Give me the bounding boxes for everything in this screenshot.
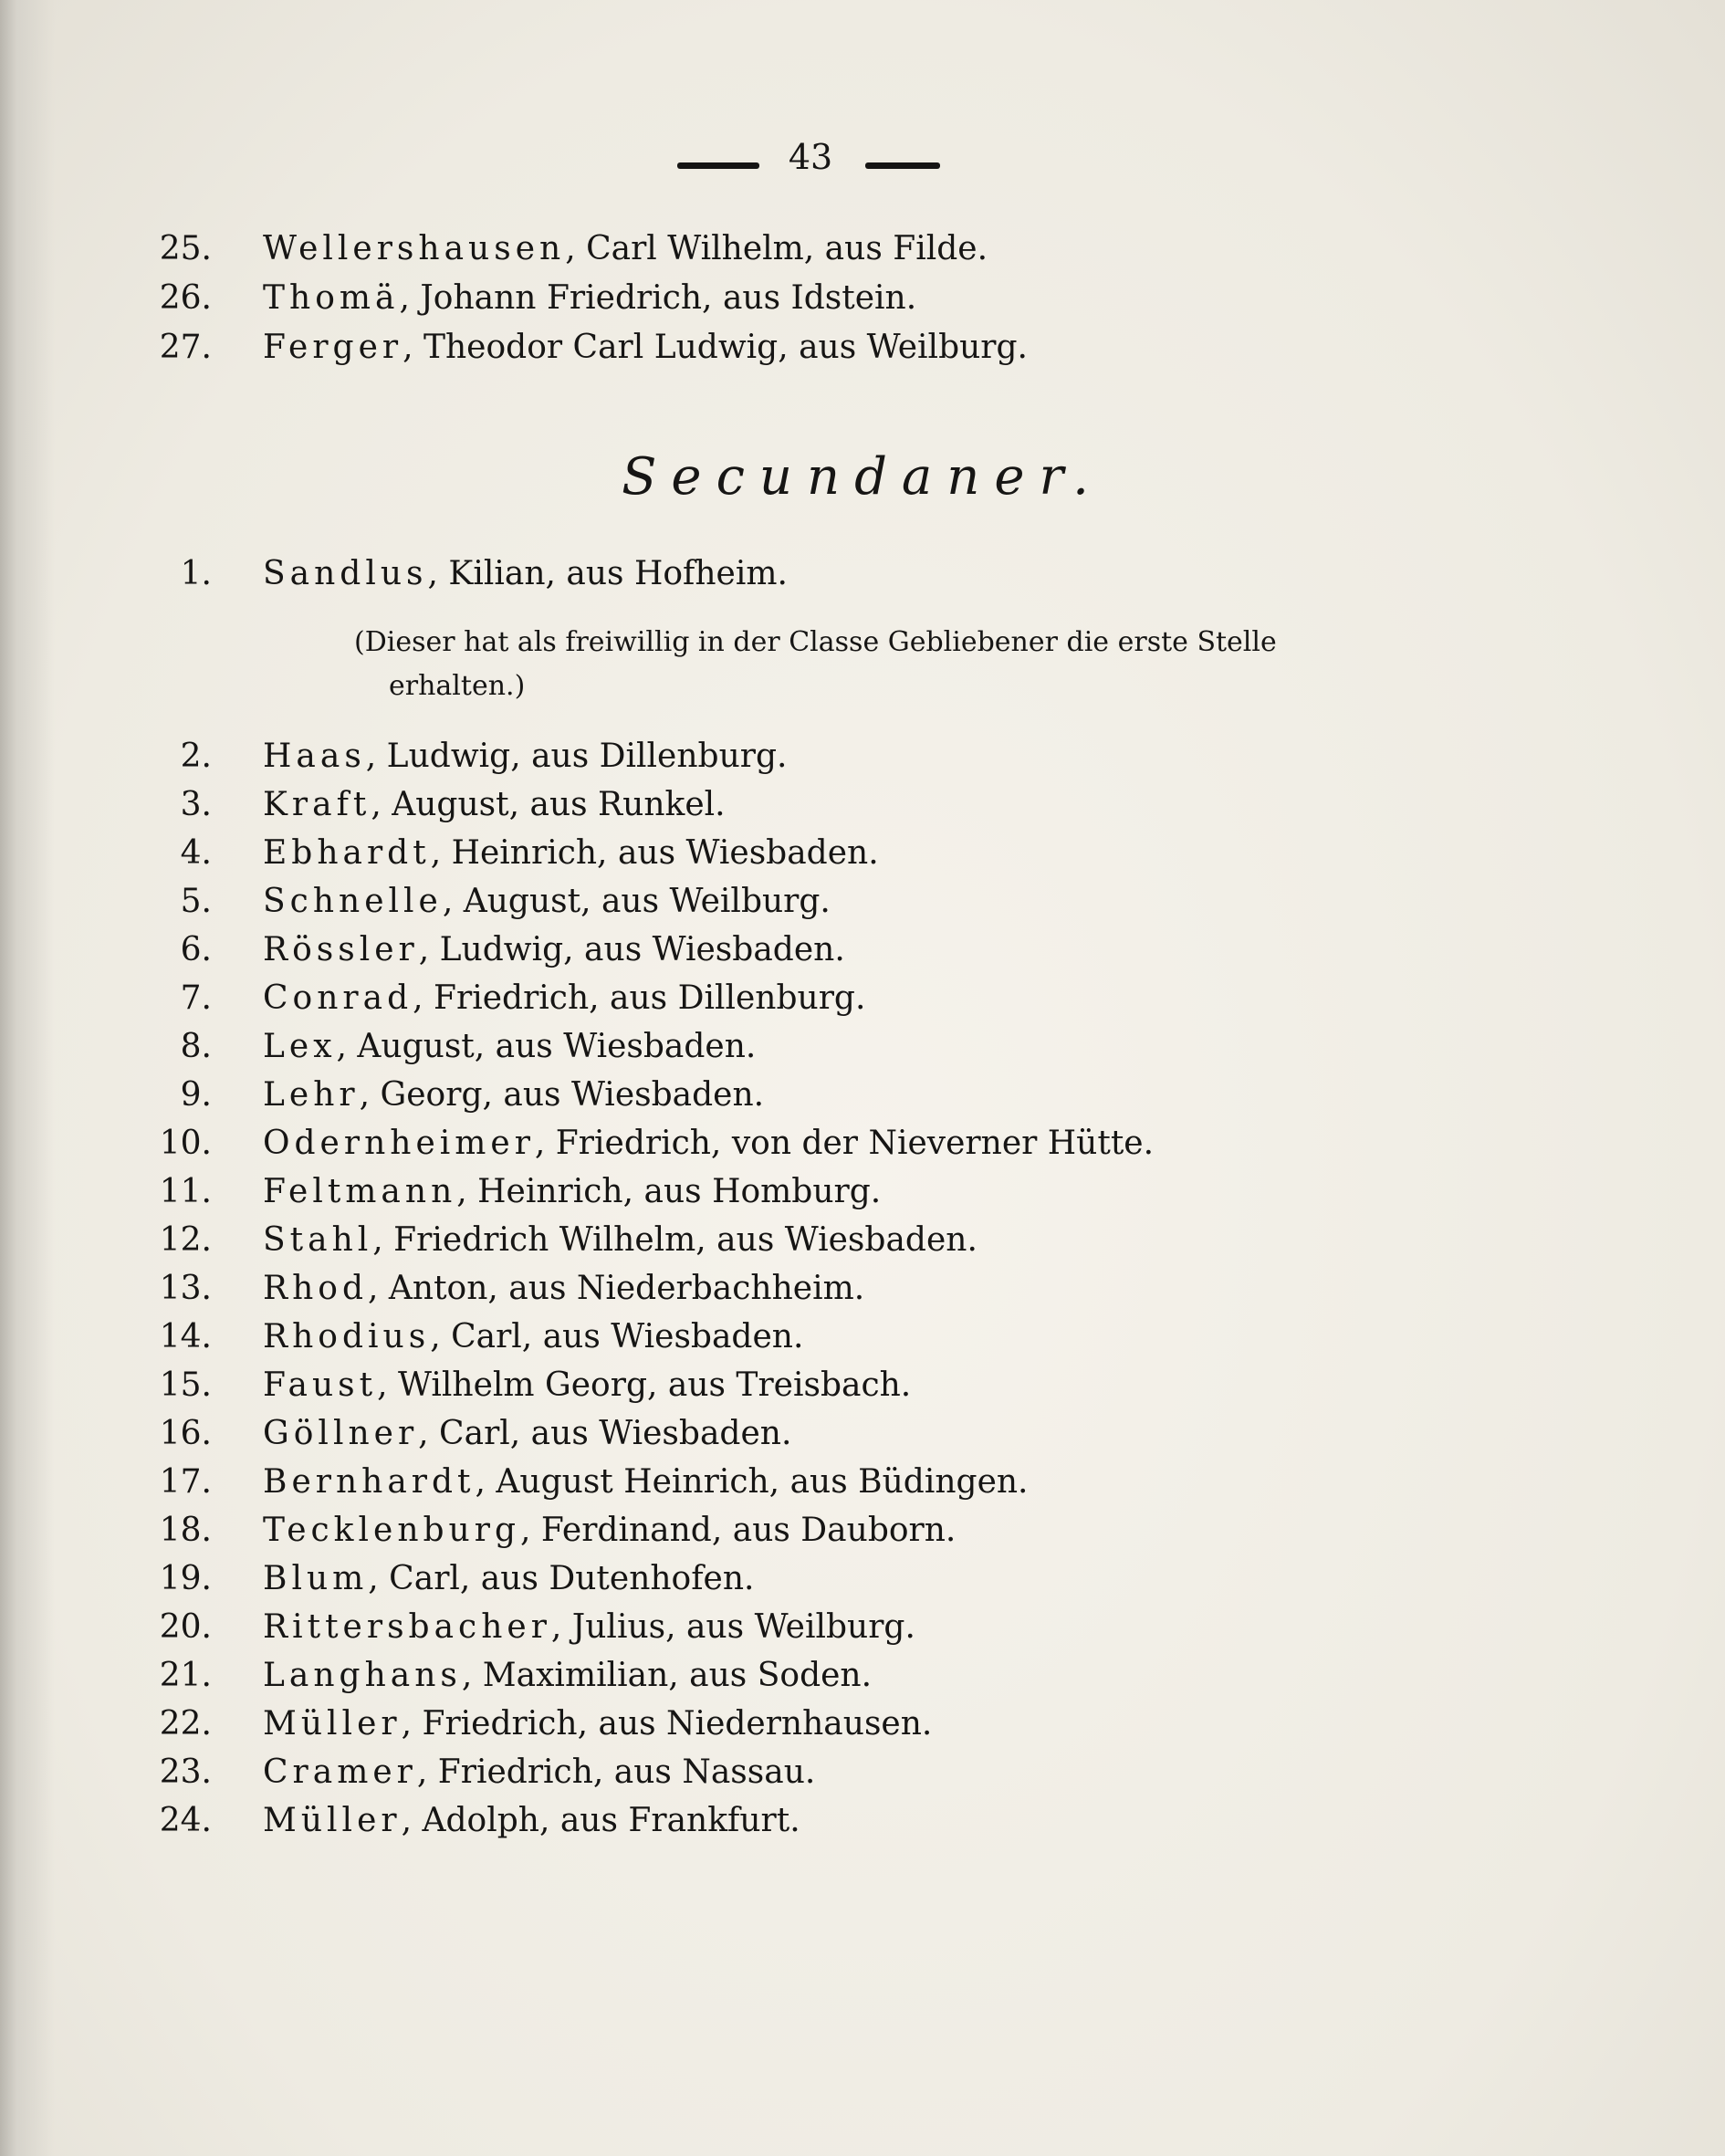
- entry-number: 9.: [180, 1076, 212, 1114]
- entry-number: 5.: [180, 883, 212, 920]
- list-item: [155, 738, 787, 783]
- entry-details: , Anton, aus Niederbachheim.: [368, 1270, 865, 1307]
- binding-shadow: [0, 0, 55, 2156]
- entry-details: , August, aus Weilburg.: [442, 883, 831, 920]
- entry-details: , August Heinrich, aus Büdingen.: [475, 1463, 1029, 1501]
- entry-details: , Friedrich, aus Nassau.: [416, 1753, 816, 1791]
- list-item: [155, 1270, 864, 1315]
- entry-details: , Kilian, aus Hofheim.: [427, 555, 788, 592]
- list-item: [155, 1753, 815, 1799]
- list-item: [155, 1657, 872, 1702]
- entry-number: 7.: [180, 979, 212, 1017]
- entry-surname: Sandlus: [263, 555, 428, 592]
- list-item: [155, 931, 845, 977]
- list-item: [155, 1125, 1154, 1170]
- entry-details: , Friedrich, aus Niedernhausen.: [401, 1705, 933, 1743]
- entry-details: , Heinrich, aus Homburg.: [456, 1173, 882, 1210]
- footnote: [354, 621, 1486, 708]
- list-item: [155, 1512, 956, 1557]
- entry-number: 15.: [159, 1366, 212, 1404]
- entry-details: , Ferdinand, aus Dauborn.: [520, 1512, 957, 1549]
- list-item: [155, 1705, 932, 1751]
- entry-details: , Johann Friedrich, aus Idstein.: [399, 279, 917, 317]
- entry-surname: Bernhardt: [263, 1463, 476, 1501]
- list-item: [155, 1318, 803, 1364]
- entry-details: , Wilhelm Georg, aus Treisbach.: [377, 1366, 912, 1404]
- entry-details: , Friedrich, aus Dillenburg.: [413, 979, 866, 1017]
- entry-details: , Heinrich, aus Wiesbaden.: [430, 834, 879, 872]
- entry-number: 6.: [180, 931, 212, 968]
- entry-details: , Carl Wilhelm, aus Filde.: [565, 230, 988, 267]
- header-rule-left: [677, 162, 759, 169]
- entry-surname: Lehr: [263, 1076, 360, 1114]
- entry-surname: Odernheimer: [263, 1125, 535, 1162]
- list-item: [155, 1608, 915, 1654]
- list-item: [155, 1802, 800, 1847]
- entry-details: , Carl, aus Wiesbaden.: [418, 1415, 792, 1452]
- footnote-line: erhalten.): [389, 670, 526, 702]
- entry-surname: Schnelle: [263, 883, 443, 920]
- list-item: [155, 786, 726, 832]
- list-item: [155, 1463, 1029, 1509]
- entry-details: , Theodor Carl Ludwig, aus Weilburg.: [402, 329, 1028, 366]
- entry-surname: Thomä: [263, 279, 400, 317]
- entry-details: , Julius, aus Weilburg.: [550, 1608, 915, 1646]
- entry-number: 14.: [159, 1318, 212, 1355]
- entry-surname: Rittersbacher: [263, 1608, 551, 1646]
- entry-surname: Langhans: [263, 1657, 462, 1694]
- entry-surname: Blum: [263, 1560, 369, 1597]
- list-item: [155, 834, 879, 880]
- entry-number: 13.: [159, 1270, 212, 1307]
- list-item: [155, 1221, 978, 1267]
- entry-number: 8.: [180, 1028, 212, 1065]
- header-rule-right: [865, 162, 940, 169]
- entry-surname: Ebhardt: [263, 834, 431, 872]
- entry-surname: Stahl: [263, 1221, 373, 1259]
- list-item: [155, 883, 831, 928]
- list-item: [155, 1415, 791, 1460]
- entry-number: 19.: [159, 1560, 212, 1597]
- footnote-line: (Dieser hat als freiwillig in der Classe Gebliebener die erste Stelle: [354, 626, 1277, 658]
- entry-surname: Müller: [263, 1705, 402, 1743]
- entry-details: , Adolph, aus Frankfurt.: [401, 1802, 800, 1839]
- list-item: [155, 1366, 911, 1412]
- entry-number: 25.: [159, 230, 212, 267]
- entry-details: , Ludwig, aus Wiesbaden.: [418, 931, 845, 968]
- list-item: [155, 1173, 881, 1219]
- entry-details: , Georg, aus Wiesbaden.: [359, 1076, 765, 1114]
- entry-surname: Haas: [263, 738, 366, 775]
- entry-number: 2.: [180, 738, 212, 775]
- page-number: 43: [788, 137, 833, 177]
- entry-number: 12.: [159, 1221, 212, 1259]
- entry-details: , Friedrich Wilhelm, aus Wiesbaden.: [372, 1221, 978, 1259]
- list-item: [155, 979, 865, 1025]
- entry-surname: Conrad: [263, 979, 413, 1017]
- entry-surname: Rhod: [263, 1270, 369, 1307]
- entry-details: , Ludwig, aus Dillenburg.: [365, 738, 788, 775]
- entry-number: 1.: [180, 555, 212, 592]
- section-title: Secundaner.: [622, 447, 1103, 507]
- entry-surname: Wellershausen: [263, 230, 566, 267]
- entry-surname: Tecklenburg: [263, 1512, 520, 1549]
- entry-surname: Göllner: [263, 1415, 419, 1452]
- entry-surname: Ferger: [263, 329, 403, 366]
- entry-details: , August, aus Wiesbaden.: [336, 1028, 757, 1065]
- entry-details: , Friedrich, von der Nieverner Hütte.: [534, 1125, 1155, 1162]
- list-item: [155, 230, 988, 276]
- entry-number: 18.: [159, 1512, 212, 1549]
- entry-number: 22.: [159, 1705, 212, 1743]
- list-item: [155, 279, 916, 325]
- entry-surname: Kraft: [263, 786, 371, 823]
- entry-surname: Lex: [263, 1028, 337, 1065]
- entry-surname: Faust: [263, 1366, 378, 1404]
- entry-surname: Müller: [263, 1802, 402, 1839]
- entry-details: , Maximilian, aus Soden.: [461, 1657, 873, 1694]
- list-item: [155, 1076, 764, 1122]
- entry-surname: Rhodius: [263, 1318, 431, 1355]
- entry-number: 27.: [159, 329, 212, 366]
- entry-number: 17.: [159, 1463, 212, 1501]
- entry-number: 4.: [180, 834, 212, 872]
- entry-number: 11.: [159, 1173, 212, 1210]
- entry-number: 3.: [180, 786, 212, 823]
- entry-number: 10.: [159, 1125, 212, 1162]
- entry-details: , Carl, aus Dutenhofen.: [368, 1560, 755, 1597]
- list-item: [155, 555, 788, 601]
- list-item: [155, 1560, 755, 1606]
- entry-surname: Feltmann: [263, 1173, 457, 1210]
- entry-number: 20.: [159, 1608, 212, 1646]
- entry-number: 23.: [159, 1753, 212, 1791]
- page-header: [0, 137, 1725, 192]
- entry-number: 21.: [159, 1657, 212, 1694]
- list-item: [155, 1028, 756, 1073]
- list-item: [155, 329, 1028, 374]
- entry-number: 24.: [159, 1802, 212, 1839]
- entry-surname: Cramer: [263, 1753, 417, 1791]
- entry-number: 26.: [159, 279, 212, 317]
- entry-details: , August, aus Runkel.: [371, 786, 726, 823]
- entry-number: 16.: [159, 1415, 212, 1452]
- entry-details: , Carl, aus Wiesbaden.: [430, 1318, 804, 1355]
- entry-surname: Rössler: [263, 931, 419, 968]
